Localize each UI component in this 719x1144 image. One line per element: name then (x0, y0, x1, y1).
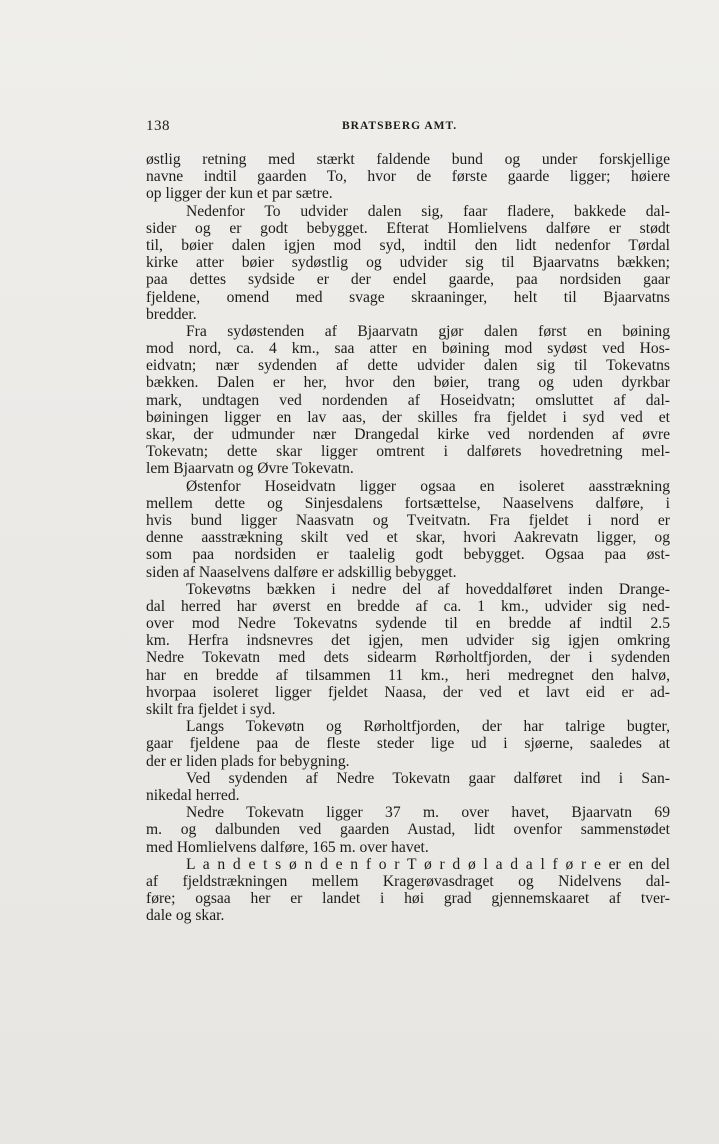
text-line: Østenfor Hoseidvatn ligger ogsaa en isoleret aasstrækning (186, 477, 670, 495)
text-line: med Homlielvens dalføre, 165 m. over havet. (146, 838, 429, 856)
text-line: bækken. Dalen er her, hvor den bøier, trang og uden dyrkbar (146, 374, 670, 392)
text-line: Langs Tokevøtn og Rørholtfjorden, der har talrige bugter, (186, 718, 670, 736)
text-line: Nedre Tokevatn ligger 37 m. over havet, Bjaarvatn 69 (186, 804, 670, 822)
text-line: paa dettes sydside er der endel gaarde, paa nordsiden gaar (146, 271, 670, 289)
text-line: Tokevatn; dette skar ligger omtrent i dalførets hovedretning mel- (146, 443, 670, 461)
text-line: hvis bund ligger Naasvatn og Tveitvatn. Fra fjeldet i nord er (146, 511, 670, 529)
text-line: som paa nordsiden er taalelig godt bebygget. Ogsaa paa øst- (146, 546, 670, 564)
text-line: L a n d e t s ø n d e n f o r T ø r d ø l a d a l f ø r e er en del (186, 855, 670, 873)
text-line: føre; ogsaa her er landet i høi grad gjennemskaaret af tver- (146, 890, 670, 908)
text-line: kirke atter bøier sydøstlig og udvider sig til Bjaarvatns bækken; (146, 254, 670, 272)
text-line: dale og skar. (146, 907, 225, 925)
text-line: bøiningen ligger en lav aas, der skilles fra fjeldet i syd ved et (146, 408, 670, 426)
text-line: nikedal herred. (146, 786, 240, 804)
text-line: bredder. (146, 305, 197, 323)
text-line: denne aasstrækning skilt ved et skar, hvori Aakrevatn ligger, og (146, 529, 670, 547)
text-line: mellem dette og Sinjesdalens fortsættelse, Naaselvens dalføre, i (146, 494, 670, 512)
text-line: skilt fra fjeldet i syd. (146, 701, 276, 718)
text-line: sider og er godt bebygget. Efterat Homlielvens dalføre er stødt (146, 219, 670, 237)
text-line: Fra sydøstenden af Bjaarvatn gjør dalen først en bøining (186, 322, 670, 340)
text-line: der er liden plads for bebygning. (146, 752, 350, 770)
text-line: m. og dalbunden ved gaarden Austad, lidt ovenfor sammenstødet (146, 821, 670, 839)
text-line: Nedenfor To udvider dalen sig, faar fladere, bakkede dal- (186, 202, 670, 220)
text-line: siden af Naaselvens dalføre er adskillig bebygget. (146, 563, 457, 581)
text-line: mark, undtagen ved nordenden af Hoseidvatn; omsluttet af dal- (146, 391, 670, 409)
text-line: Tokevøtns bækken i nedre del af hoveddalføret inden Drange- (186, 580, 670, 598)
text-line: eidvatn; nær sydenden af dette udvider dalen sig til Tokevatns (146, 357, 670, 375)
text-line: skar, der udmunder nær Drangedal kirke ved nordenden af øvre (146, 426, 670, 443)
text-line: fjeldene, omend med svage skraaninger, helt til Bjaarvatns (146, 288, 670, 306)
text-line: gaar fjeldene paa de fleste steder lige ud i sjøerne, saaledes at (146, 735, 670, 753)
text-line: af fjeldstrækningen mellem Kragerøvasdraget og Nidelvens dal- (146, 872, 670, 890)
page-header (146, 118, 670, 138)
text-line: til, bøier dalen igjen mod syd, indtil den lidt nedenfor Tørdal (146, 236, 670, 254)
running-head: BRATSBERG AMT. (342, 120, 458, 132)
text-line: mod nord, ca. 4 km., saa atter en bøining mod sydøst ved Hos- (146, 340, 670, 358)
text-line: har en bredde af tilsammen 11 km., heri medregnet den halvø, (146, 666, 670, 684)
text-line: navne indtil gaarden To, hvor de første gaarde ligger; høiere (146, 168, 670, 186)
text-line: Nedre Tokevatn med dets sidearm Rørholtfjorden, der i sydenden (146, 649, 670, 667)
text-line: op ligger der kun et par sætre. (146, 185, 333, 203)
text-line: dal herred har øverst en bredde af ca. 1 km., udvider sig ned- (146, 597, 670, 615)
text-line: Ved sydenden af Nedre Tokevatn gaar dalføret ind i San- (186, 769, 670, 787)
text-line: lem Bjaarvatn og Øvre Tokevatn. (146, 460, 354, 478)
page-number: 138 (146, 118, 170, 134)
text-line: hvorpaa isoleret ligger fjeldet Naasa, der ved et lavt eid er ad- (146, 683, 670, 701)
body-text (146, 151, 670, 924)
text-line: km. Herfra indsnevres det igjen, men udvider sig igjen omkring (146, 632, 670, 650)
text-line: østlig retning med stærkt faldende bund og under forskjellige (146, 151, 670, 168)
text-line: over mod Nedre Tokevatns sydende til en bredde af indtil 2.5 (146, 615, 670, 633)
